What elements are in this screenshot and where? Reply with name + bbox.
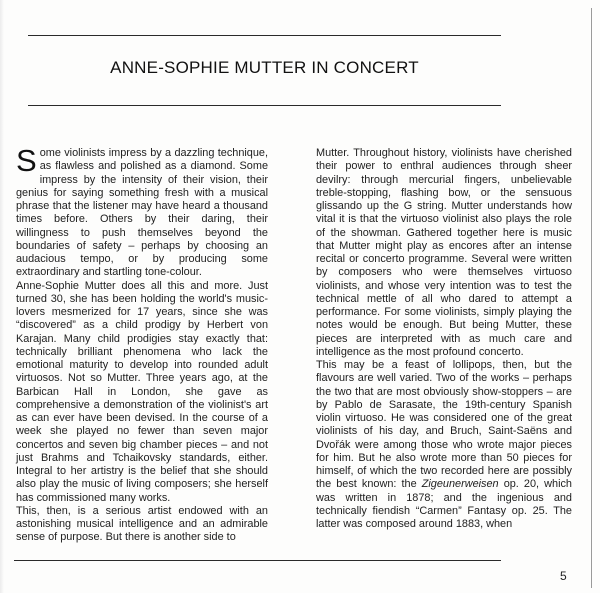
title-rule-bottom [28, 105, 501, 106]
drop-cap: S [16, 143, 37, 178]
paragraph-intro [16, 143, 268, 280]
page-title: ANNE-SOPHIE MUTTER IN CONCERT [110, 58, 419, 77]
page-edge-right [591, 8, 592, 588]
paragraph-sarasate [316, 359, 572, 531]
paragraph: Mutter. Throughout history, violinists have cherished their power to enthral audiences through sheer devilry: through mercurial fingers, unbelievable treble-stopping, flashing bow, or the sensuous glissando up the G string. Mutter understands how vital it is that the virtuoso violinist also plays the role of the showman. Gathered together here is music that Mutter might play as encores after an intense recital or concerto programme. Several were written by composers who were themselves virtuoso violinists, and whose very intention was to test the technical mettle of all who dared to attempt a performance. For some violinists, simply playing the notes would be enough. But being Mutter, these pieces are interpreted with as much care and intelligence as the most profound concerto. [316, 147, 572, 358]
footer-rule [14, 560, 501, 561]
page-number: 5 [560, 569, 567, 583]
paragraph: This, then, is a serious artist endowed with an astonishing musical intelligence and an admirable sense of purpose. But there is another side to [16, 504, 268, 544]
title-rule-top [28, 35, 501, 36]
right-column [316, 147, 572, 531]
paragraph-text: This may be a feast of lollipops, then, but the flavours are well varied. Two of the works – perhaps the two that are most obviously show-stoppers – are by Pablo de Sarasate, the 19th-century Spanish violin virtuoso. He was considered one of the great violinists of his day, and Bruch, Saint-Saëns and Dvořák were among those who wrote major pieces for him. But he also wrote more than 50 pieces for himself, of which the two recorded here are possibly the best known: the [316, 359, 572, 491]
paragraph: Anne-Sophie Mutter does all this and more. Just turned 30, she has been holding the world's music-lovers mesmerized for 17 years, since she was “discovered” as a child prodigy by Herbert von Karajan. Many child prodigies stay exactly that: technically brilliant phenomena who lack the emotional maturity to develop into rounded adult virtuosos. Not so Mutter. Three years ago, at the Barbican Hall in London, she gave as comprehensive a demonstration of the violinist's art as can ever have been devised. In the course of a week she played no fewer than seven major concertos and seven big chamber pieces – and not just Brahms and Tchaikovsky standards, either. Integral to her artistry is the belief that she should also play the music of living composers; she herself has commissioned many works. [16, 279, 268, 504]
work-title-italic: Zigeunerweisen [421, 478, 499, 491]
paragraph-text: ome violinists impress by a dazzling technique, as flawless and polished as a diamond. Some impress by the intensity of their vision, their genius for saying something fresh with a musical phrase that the listener may have heard a thousand times before. Others by their daring, their willingness to push themselves beyond the boundaries of safety – perhaps by choosing an audacious tempo, or by producing some extraordinary and startling tone-colour. [16, 147, 268, 279]
left-column [16, 143, 268, 545]
page-shadow-left [0, 0, 4, 593]
paragraph-text: op. 20, which was written in 1878; and the ingenious and technically fiendish “Carmen” Fantasy op. 25. The latter was composed around 1883, when [316, 478, 572, 530]
